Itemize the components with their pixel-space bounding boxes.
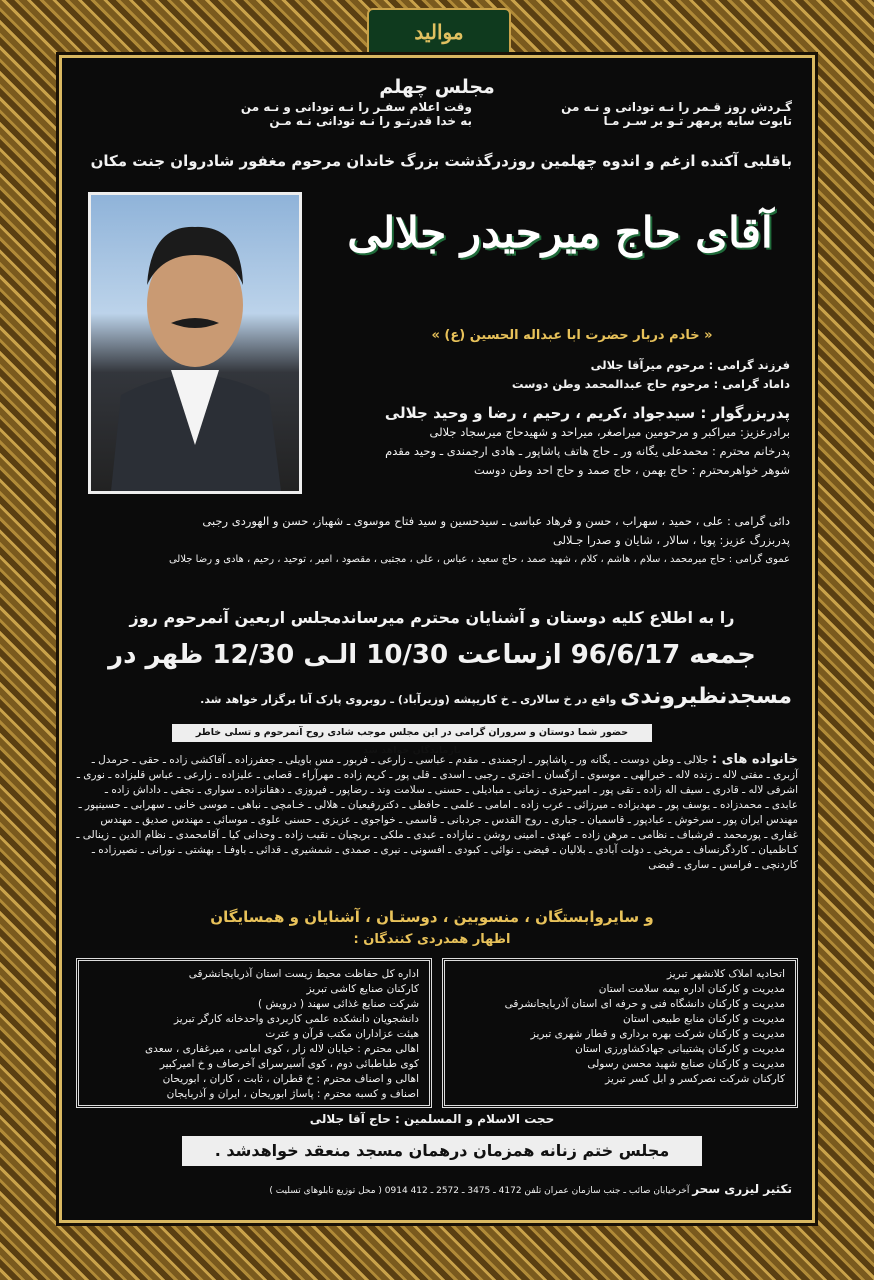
families-label: خانواده های : — [711, 752, 798, 767]
poem-line: وقت اعلام سفـر را نـه تودانی و نـه من — [240, 100, 472, 114]
ribbon: حضور شما دوستان و سروران گرامی در این مجلس موجب شادی روح آنمرحوم و تسلی خاطر بازماندگان خواهد شد — [172, 724, 652, 742]
portrait-photo — [88, 192, 302, 494]
condolence-item: اهالی محترم : خیابان لاله زار ، کوی امامی ، میرغفاری ، سعدی — [144, 1043, 419, 1055]
mosque-address: واقع در خ سالاری ـ خ کاریپشه (وزیرآباد) ـ روبروی پارک آنا برگزار خواهد شد. — [200, 693, 617, 706]
family-line: عموی گرامی : حاج میرمحمد ، سلام ، هاشم ، کلام ، شهید صمد ، حاج سعید ، عباس ، علی ، مجتبی ، مقصود ، امیر ، توحید ، رحیم ، هادی و رضا جلالی — [168, 554, 790, 565]
condolence-item: مدیریت و کارکنان صنایع شهید محسن رسولی — [587, 1058, 785, 1070]
condolence-item: اداره کل حفاظت محیط زیست استان آذربایجانشرقی — [188, 968, 419, 980]
poem-line: به خدا قدرتـو را نـه تودانی نـه مـن — [269, 114, 472, 128]
condolence-box-right — [442, 958, 798, 1108]
poem-line: گـردش روز قـمر را نـه تودانی و نـه من — [561, 100, 792, 114]
family-line: پدرخانم محترم : محمدعلی یگانه ور ـ حاج هاتف پاشاپور ـ هادی ارجمندی ـ وحید مقدم — [385, 444, 790, 458]
deceased-subtitle: « خادم دربار حضرت ابا عبداله الحسین (ع) » — [431, 328, 713, 343]
poem-left — [212, 100, 472, 128]
poem-right — [492, 100, 792, 128]
condolence-item: کوی طباطبائی دوم ، کوی آسیرسرای آخرصاف و خ امیرکبیر — [159, 1058, 419, 1070]
print-shop-note: ( محل توزیع تابلوهای تسلیت ) — [269, 1186, 382, 1196]
family-line: دائی گرامی : علی ، حمید ، سهراب ، حسن و فرهاد عباسی ـ سیدحسین و سید فتاح موسوی ـ شهباز، حسن و الهوردی رجبی — [202, 514, 790, 528]
print-shop-address: آخرخیابان صائب ـ جنب سازمان عمران — [544, 1186, 690, 1196]
condolence-item: مدیریت و کارکنان اداره بیمه سلامت استان — [598, 983, 785, 995]
family-line: برادرعزیز: میراکبر و مرحومین میراصغر، میراحد و شهیدحاج میرسجاد جلالی — [429, 425, 790, 439]
condolence-item: مدیریت و کارکنان شرکت بهره برداری و قطار شهری تبریز — [530, 1028, 785, 1040]
condolence-item: اتحادیه املاک کلانشهر تبریز — [666, 968, 785, 980]
print-shop: تکثیر لیزری سحر — [692, 1182, 792, 1196]
others-line: و سایروابستگان ، منسوبین ، دوستـان ، آشنایان و همسایگان — [210, 908, 654, 926]
condolence-label: اظهار همدردی کنندگان : — [353, 932, 511, 947]
families-block — [68, 752, 806, 873]
family-line: داماد گرامی : مرحوم حاج عبدالمحمد وطن دوست — [511, 377, 790, 391]
intro-text: باقلبی آکنده ازغم و اندوه چهلمین روزدرگذشت بزرگ خاندان مرحوم مغفور شادروان جنت مکان — [90, 152, 792, 170]
deceased-name: آقای حاج میرحیدر جلالی — [347, 208, 773, 257]
page-title: مجلس چهلم — [379, 76, 495, 98]
announcement-line2: جمعه 96/6/17 ازساعت 10/30 الـی 12/30 ظهر در — [108, 640, 756, 670]
footer — [72, 1182, 792, 1196]
condolence-item: مدیریت و کارکنان پشتیبانی جهادکشاورزی استان — [575, 1043, 785, 1055]
condolence-item: هیئت عزاداران مکتب قرآن و عترت — [265, 1028, 419, 1040]
cleric-line: حجت الاسلام و المسلمین : حاج آقا جلالی — [309, 1112, 555, 1126]
family-line: پدربزرگ عزیز: پویا ، سالار ، شایان و صدرا جـلالی — [552, 533, 790, 547]
family-list — [340, 356, 790, 480]
condolence-item: مدیریت و کارکنان منابع طبیعی استان — [623, 1013, 785, 1025]
condolence-item: دانشجویان دانشکده علمی کاربردی واحدخانه کارگر تبریز — [174, 1013, 419, 1025]
announcement-line1: را به اطلاع کلیه دوستان و آشنایان محترم میرساندمجلس اربعین آنمرحوم روز — [129, 608, 735, 627]
mosque-name: مسجدنظیروندی — [620, 684, 792, 709]
women-notice: مجلس ختم زنانه همزمان درهمان مسجد منعقد خواهدشد . — [182, 1136, 702, 1166]
poem-line: تابوت سایه پرمهر تـو بر سـر مـا — [603, 114, 792, 128]
family-line: پدربزرگوار : سیدجواد ،کریم ، رحیم ، رضا و وحید جلالی — [384, 404, 790, 422]
condolence-item: کارکنان شرکت نصرکسر و ابل کسر تبریز — [605, 1073, 785, 1085]
condolence-box-left — [76, 958, 432, 1108]
family-line: شوهر خواهرمحترم : حاج بهمن ، حاج صمد و حاج احد وطن دوست — [473, 463, 790, 477]
print-shop-phone: تلفن 4172 ـ 3475 ـ 2572 ـ 412 0914 — [384, 1186, 542, 1196]
family-list-wide — [80, 512, 790, 569]
logo: موالید — [367, 8, 511, 58]
families-list: جلالی ـ وطن دوست ـ یگانه ور ـ پاشاپور ـ ارجمندی ـ مقدم ـ عباسی ـ زارعی ـ فربور ـ مس باویلی ـ جعفرزاده ـ آقاکشی زاده ـ حقی ـ حرمدل ـ آزبری ـ مفتی لاله ـ زنده لاله ـ خیرالهی ـ موسوی ـ ازگسان ـ اختری ـ رجبی ـ اسدی ـ قلی پور ـ کریم زاده ـ مهرآراء ـ قصابی ـ علیزاده ـ زارعی ـ عباس قلیزاده ـ نوری ـ اشرفی لاله ـ قادری ـ سیف اله زاده ـ تقی پور ـ امیرحیزی ـ زمانی ـ مبادیلی ـ حسنی ـ سلامت وند ـ رضاپور ـ فیروزی ـ دهقانزاده ـ سواری ـ نجفی ـ داداش زاده ـ عابدی ـ محمدزاده ـ یوسف پور ـ مهدیزاده ـ میرزائی ـ عرب زاده ـ امامی ـ علمی ـ حافظی ـ دکتررفیعیان ـ هلالی ـ خـامچی ـ نباهی ـ موسی خانی ـ سهرابی ـ حسینپور ـ مهندس ایران پور ـ سرخوش ـ عبادپور ـ قاسمیان ـ جباری ـ روح القدس ـ جردبانی ـ قاسمی ـ خواجوی ـ عزیزی ـ حسنی علوی ـ موسائی ـ مهندس صدیق ـ مهندس غفاری ـ پورمحمد ـ فرشباف ـ نظامی ـ مرهن زاده ـ عهدی ـ امینی روشن ـ نیازاده ـ عبدی ـ ملکی ـ بربچیان ـ نقیب زاده ـ وحدانی کیا ـ آقامحمدی ـ نظام الدین ـ زینالی ـ کـاظمیان ـ کاردگرنساف ـ مربخی ـ دولت آبادی ـ بلالیان ـ فیضی ـ نوائی ـ کبودی ـ افسونی ـ نیری ـ صمدی ـ شمشیری ـ قدائی ـ باوفـا ـ بهشتی ـ نورانی ـ نصیرزاده ـ کاردنچی ـ فرامس ـ ساری ـ فیضی — [76, 754, 798, 871]
family-line: فرزند گرامی : مرحوم میرآقا جلالی — [590, 358, 790, 372]
condolence-item: کارکنان صنایع کاشی تبریز — [306, 983, 419, 995]
condolence-item: مدیریت و کارکنان دانشگاه فنی و حرفه ای استان آذربایجانشرقی — [504, 998, 785, 1010]
condolence-item: اصناف و کسبه محترم : پاساژ ابوریحان ، ایران و آذربایجان — [166, 1088, 419, 1100]
portrait-figure — [91, 195, 299, 491]
condolence-item: اهالی و اصناف محترم : خ قطران ، ثابت ، کاران ، ابوریحان — [162, 1073, 419, 1085]
announcement-line3 — [72, 684, 792, 709]
condolence-item: شرکت صنایع غذائی سهند ( درویش ) — [258, 998, 419, 1010]
